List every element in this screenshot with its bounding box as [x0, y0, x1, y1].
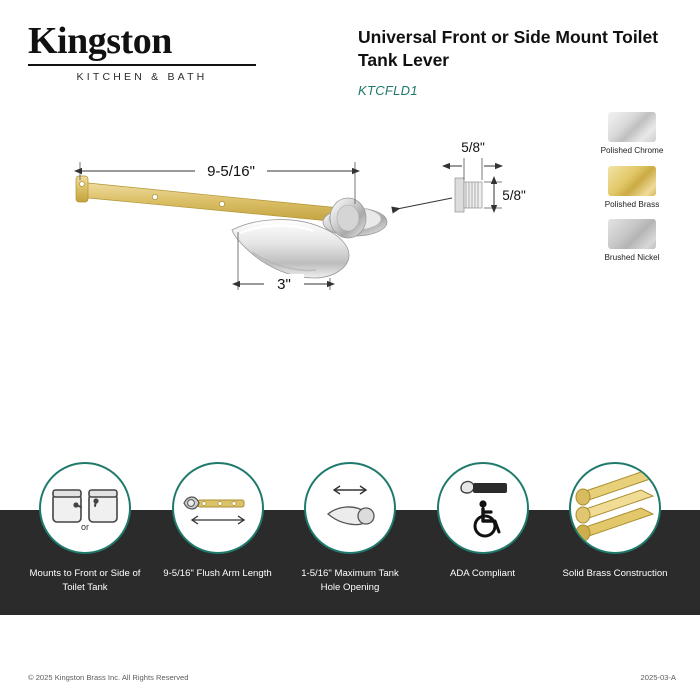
flush-arm-icon	[172, 462, 264, 554]
finish-option-polished-brass[interactable]	[586, 166, 678, 211]
feature-tank-hole-opening	[291, 462, 409, 595]
finish-swatch-list	[586, 112, 678, 273]
tank-hole-icon	[304, 462, 396, 554]
dimension-nut-height	[484, 182, 526, 208]
feature-label: Mounts to Front or Side of Toilet Tank	[29, 568, 141, 593]
swatch-polished-brass	[608, 166, 656, 196]
feature-label: Solid Brass Construction	[562, 568, 668, 579]
dimension-nut-width	[450, 140, 496, 180]
finish-label: Brushed Nickel	[604, 253, 660, 263]
feature-flush-arm-length	[159, 462, 277, 595]
feature-mounts-front-or-side	[26, 462, 144, 595]
swatch-brushed-nickel	[608, 219, 656, 249]
brand-tagline: KITCHEN & BATH	[76, 71, 208, 83]
flush-arm-illustration	[76, 176, 340, 222]
feature-label: ADA Compliant	[449, 568, 516, 579]
dim-lever-drop-label: 3"	[277, 276, 291, 293]
finish-label: Polished Chrome	[600, 146, 664, 155]
feature-solid-brass	[556, 462, 674, 595]
brass-rods-icon	[569, 462, 661, 554]
dim-nut-height-label: 5/8"	[502, 188, 526, 203]
brand-logo	[28, 22, 278, 83]
dim-arm-length-label: 9-5/16"	[207, 163, 255, 180]
dim-nut-width-label: 5/8"	[461, 140, 485, 155]
wheelchair-icon	[437, 462, 529, 554]
two-tanks-icon	[39, 462, 131, 554]
brand-name: Kingston	[28, 20, 172, 62]
product-diagram	[0, 100, 580, 420]
finish-option-polished-chrome[interactable]	[586, 112, 678, 157]
callout-arrow	[392, 198, 452, 210]
finish-label: Polished Brass	[604, 199, 660, 209]
brand-divider	[28, 64, 256, 66]
svg-text:or: or	[80, 522, 90, 532]
mounting-nut-illustration	[455, 178, 482, 212]
swatch-polished-chrome	[608, 112, 656, 142]
copyright-text: © 2025 Kingston Brass Inc. All Rights Reserved	[28, 673, 189, 682]
title-block	[358, 26, 678, 98]
page-title: Universal Front or Side Mount Toilet Tank Lever	[358, 27, 659, 71]
feature-ada-compliant	[424, 462, 542, 595]
document-code: 2025-03-A	[640, 673, 676, 682]
feature-label: 1-5/16" Maximum Tank Hole Opening	[301, 568, 399, 593]
feature-list	[0, 462, 700, 595]
finish-option-brushed-nickel[interactable]	[586, 219, 678, 264]
product-sku: KTCFLD1	[358, 83, 418, 99]
feature-label: 9-5/16" Flush Arm Length	[163, 568, 272, 579]
